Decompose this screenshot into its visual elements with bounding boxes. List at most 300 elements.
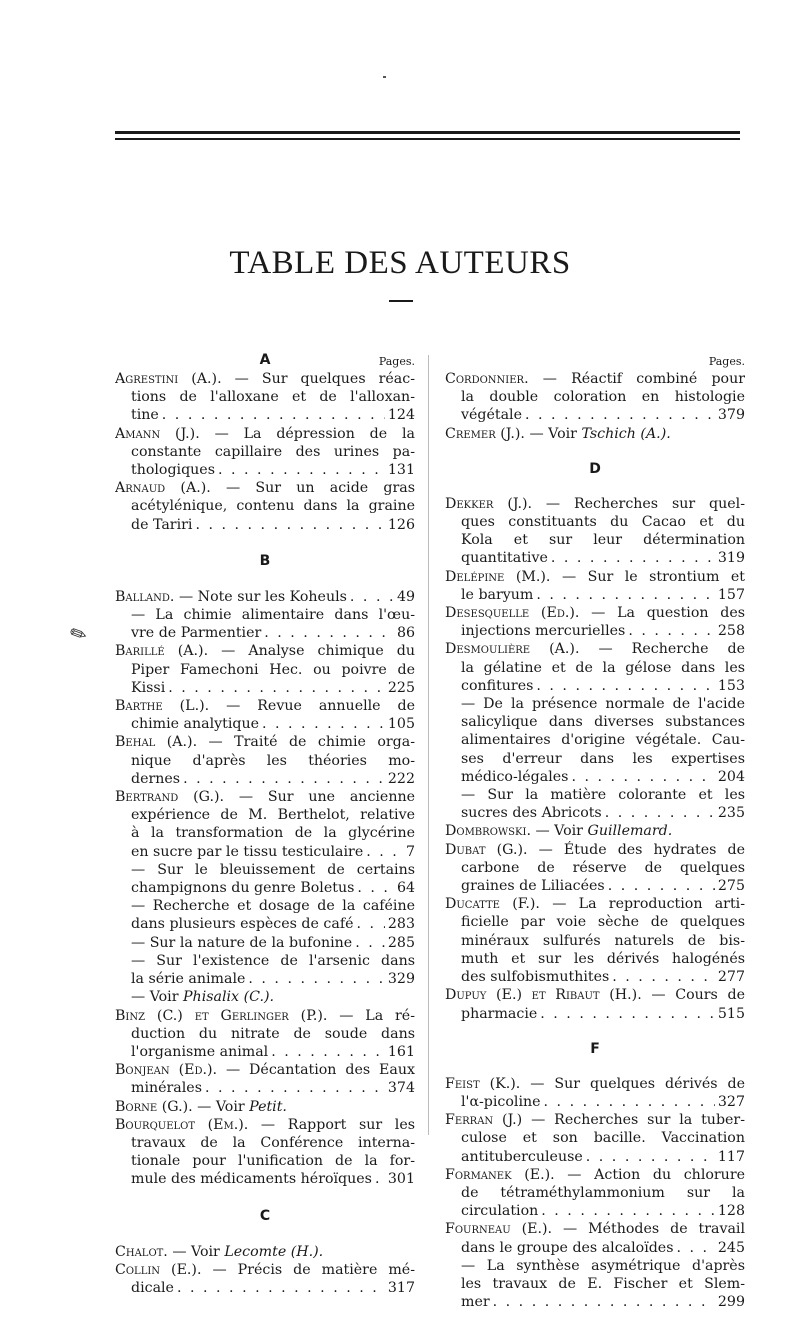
entry-text: — Note sur les Koheuls — [178, 588, 347, 605]
index-entry — [115, 1061, 415, 1097]
section-a-entries — [115, 370, 415, 534]
entry-page: 235 — [717, 805, 745, 822]
entry-text: thologiques — [131, 462, 215, 479]
index-entry — [115, 788, 415, 861]
entry-last-line — [445, 877, 745, 895]
entry-author: Barillé (A.). — [115, 643, 209, 660]
entry-last-line — [445, 1093, 745, 1111]
entry-last-line — [115, 516, 415, 534]
entry-text: Kola et sur leur détermination — [461, 532, 745, 549]
entry-text: dans le groupe des alcaloïdes — [461, 1239, 674, 1256]
index-entry — [445, 568, 745, 604]
entry-text: — Réactif combiné pour — [542, 371, 745, 387]
entry-last-line — [115, 915, 415, 933]
entry-page: 299 — [717, 1294, 745, 1311]
dot-leader — [195, 516, 384, 534]
entry-author: Balland. — [115, 588, 175, 605]
index-entry — [115, 588, 415, 606]
entry-author: Collin (E.). — [115, 1261, 202, 1278]
entry-line — [445, 1257, 745, 1275]
voir-name: Petit. — [249, 1098, 287, 1115]
entry-last-line — [445, 1239, 745, 1257]
entry-last-line — [115, 1079, 415, 1097]
section-b-entries — [115, 588, 415, 1189]
voir-initials: (C.). — [243, 989, 275, 1006]
entry-line — [115, 388, 415, 406]
entry-author: Dombrowski. — [445, 823, 531, 840]
header-rule-thick — [115, 131, 740, 134]
dot-leader — [205, 1079, 385, 1097]
entry-author: Cordonnier. — [445, 371, 529, 387]
entry-text: salicylique dans diverses substances — [461, 714, 745, 731]
entry-text: ques constituants du Cacao et du — [461, 514, 745, 531]
entry-line — [115, 1007, 415, 1025]
entry-last-line — [445, 677, 745, 695]
entry-text: quantitative — [461, 550, 548, 567]
entry-line — [445, 370, 745, 388]
entry-author: Dupuy (E.) et Ribaut (H.). — [445, 987, 642, 1004]
index-entry — [115, 425, 415, 480]
entry-line — [115, 788, 415, 806]
entry-text: — Sur quelques réac- — [234, 371, 415, 387]
entry-last-line — [445, 968, 745, 986]
dot-leader — [608, 877, 715, 895]
entry-last-line — [445, 622, 745, 640]
entry-line — [445, 568, 745, 586]
entry-line — [115, 952, 415, 970]
entry-line — [115, 425, 415, 443]
entry-author: Bourquelot (Em.). — [115, 1116, 249, 1133]
entry-page: 126 — [387, 516, 415, 533]
entry-line — [445, 950, 745, 968]
entry-line — [445, 695, 745, 713]
entry-last-line — [115, 843, 415, 861]
dot-leader — [350, 588, 394, 606]
entry-text: acétylénique, contenu dans la graine — [131, 498, 415, 515]
entry-text: muth et sur les dérivés halogénés — [461, 950, 745, 967]
index-entry — [445, 1075, 745, 1111]
entry-text: — Recherches sur quel- — [545, 495, 745, 512]
index-entry — [445, 822, 745, 840]
section-letter-d: D — [589, 460, 601, 477]
entry-last-line — [445, 1005, 745, 1023]
entry-text: — Sur une ancienne — [238, 789, 415, 806]
entry-text: — Méthodes de travail — [563, 1221, 745, 1238]
entry-text: — La synthèse asymétrique d'après — [461, 1257, 745, 1274]
entry-text: l'organisme animal — [131, 1043, 269, 1060]
entry-last-line — [445, 768, 745, 786]
entry-line — [445, 531, 745, 549]
entry-text: végétale — [461, 407, 522, 424]
entry-page: 128 — [717, 1203, 745, 1220]
entry-line — [445, 913, 745, 931]
index-entry — [115, 606, 415, 642]
entry-line — [115, 1243, 415, 1261]
section-c-entries — [115, 1243, 415, 1298]
entry-page: 329 — [387, 971, 415, 988]
entry-page: 515 — [717, 1005, 745, 1022]
entry-text: la gélatine et de la gélose dans les — [461, 659, 745, 676]
entry-text: champignons du genre Boletus — [131, 880, 355, 897]
voir-prefix: — Voir — [529, 425, 582, 442]
entry-text: vre de Parmentier — [131, 625, 262, 642]
entry-last-line — [445, 1293, 745, 1311]
entry-text: la série animale — [131, 971, 246, 988]
entry-page: 64 — [396, 880, 415, 897]
entry-last-line — [445, 804, 745, 822]
dot-leader — [586, 1148, 715, 1166]
dot-leader — [536, 677, 715, 695]
entry-author: Dubat (G.). — [445, 841, 528, 858]
entry-text: alimentaires d'origine végétale. Cau- — [461, 732, 745, 749]
index-entry — [445, 1111, 745, 1166]
entry-text: de Tariri — [131, 516, 193, 533]
entry-line — [115, 443, 415, 461]
entry-last-line — [445, 549, 745, 567]
index-entry — [115, 1243, 415, 1261]
index-entry — [445, 1257, 745, 1312]
index-entry — [445, 786, 745, 822]
entry-text: Kissi — [131, 679, 166, 696]
index-entry — [115, 642, 415, 697]
entry-text: — La dépression de la — [214, 425, 415, 442]
entry-author: Amann (J.). — [115, 425, 200, 442]
index-entry — [115, 952, 415, 988]
entry-page: 117 — [717, 1148, 745, 1165]
entry-author: Ducatte (F.). — [445, 896, 540, 913]
entry-line — [445, 786, 745, 804]
entry-last-line — [115, 461, 415, 479]
entry-text: antituberculeuse — [461, 1148, 583, 1165]
entry-line — [445, 932, 745, 950]
entry-last-line — [445, 406, 745, 424]
entry-text: — Recherche de — [598, 641, 745, 658]
index-entry — [115, 733, 415, 788]
entry-page: 86 — [396, 625, 415, 642]
entry-text: médico-légales — [461, 768, 569, 785]
entry-text: ses d'erreur dans les expertises — [461, 750, 745, 767]
entry-page: 157 — [717, 586, 745, 603]
entry-page: 285 — [387, 934, 415, 951]
entry-last-line — [115, 1170, 415, 1188]
entry-author: Delépine (M.). — [445, 568, 551, 585]
entry-author: Barthe (L.). — [115, 698, 210, 715]
entry-text: dernes — [131, 770, 181, 787]
voir-prefix: — Voir — [131, 989, 184, 1006]
entry-page: 7 — [405, 843, 415, 860]
voir-initials: (H.). — [290, 1243, 324, 1260]
entry-text: des sulfobismuthites — [461, 969, 610, 986]
entry-author: Bertrand (G.). — [115, 789, 225, 806]
entry-page: 124 — [387, 407, 415, 424]
index-entry — [445, 695, 745, 786]
entry-text: — La chimie alimentaire dans l'œu- — [131, 607, 415, 624]
entry-text: pharmacie — [461, 1005, 538, 1022]
entry-line — [115, 806, 415, 824]
entry-text: — Rapport sur les — [260, 1116, 415, 1133]
dot-leader — [248, 970, 385, 988]
entry-text: injections mercurielles — [461, 623, 626, 640]
entry-line — [115, 1152, 415, 1170]
entry-line — [115, 606, 415, 624]
index-entry — [115, 1007, 415, 1062]
dot-leader — [357, 879, 394, 897]
entry-text: expérience de M. Berthelot, relative — [131, 807, 415, 824]
entry-author: Arnaud (A.). — [115, 480, 211, 497]
voir-prefix: — Voir — [197, 1098, 250, 1115]
entry-line — [445, 859, 745, 877]
section-c-continued-entries — [445, 370, 745, 443]
dot-leader — [162, 406, 385, 424]
index-entry — [445, 640, 745, 695]
dot-leader — [525, 406, 715, 424]
dot-leader — [366, 843, 403, 861]
entry-line — [445, 750, 745, 768]
entry-text: — Étude des hydrates de — [538, 841, 745, 858]
entry-line — [445, 1275, 745, 1293]
entry-text: — De la présence normale de l'acide — [461, 696, 745, 713]
entry-line — [445, 513, 745, 531]
entry-page: 153 — [717, 677, 745, 694]
entry-text: la double coloration en histologie — [461, 389, 745, 406]
dot-leader — [218, 461, 385, 479]
index-entry — [115, 1098, 415, 1116]
entry-last-line — [115, 624, 415, 642]
entry-text: l'α-picoline — [461, 1093, 541, 1110]
entry-text: — La question des — [591, 605, 745, 622]
page-title: TABLE DES AUTEURS — [229, 245, 571, 281]
entry-text: de tétraméthylammonium sur la — [461, 1184, 745, 1201]
section-letter-f: F — [590, 1040, 600, 1057]
entry-line — [115, 642, 415, 660]
entry-text: sucres des Abricots — [461, 805, 602, 822]
entry-line — [445, 1220, 745, 1238]
entry-line — [115, 1025, 415, 1043]
header-rule-thin — [115, 138, 740, 140]
entry-author: Desesquelle (Ed.). — [445, 605, 580, 622]
entry-page: 49 — [396, 588, 415, 605]
entry-line — [115, 1098, 415, 1116]
entry-text: — Analyse chimique du — [221, 643, 415, 660]
entry-page: 131 — [387, 462, 415, 479]
entry-page: 301 — [387, 1171, 415, 1188]
index-entry — [115, 897, 415, 933]
dot-leader — [183, 770, 385, 788]
entry-page: 319 — [717, 550, 745, 567]
entry-last-line — [445, 1148, 745, 1166]
entry-line — [445, 495, 745, 513]
entry-text: carbone de réserve de quelques — [461, 859, 745, 876]
dot-leader — [271, 1043, 385, 1061]
entry-text: — La reproduction arti- — [552, 896, 745, 913]
dot-leader — [356, 915, 384, 933]
entry-line — [445, 1166, 745, 1184]
entry-page: 275 — [717, 878, 745, 895]
entry-page: 379 — [717, 407, 745, 424]
entry-text: — Sur l'existence de l'arsenic dans — [131, 952, 415, 969]
entry-page: 277 — [717, 969, 745, 986]
entry-line — [445, 1075, 745, 1093]
entry-text: graines de Liliacées — [461, 878, 605, 895]
entry-text: — Recherche et dosage de la caféine — [131, 898, 415, 915]
entry-text: — Sur quelques dérivés de — [530, 1075, 745, 1092]
entry-author: Behal (A.). — [115, 734, 198, 751]
index-entry — [115, 1261, 415, 1297]
column-divider — [428, 355, 429, 1135]
entry-text: tionale pour l'unification de la for- — [131, 1153, 415, 1170]
dot-leader — [544, 1093, 715, 1111]
entry-last-line — [445, 586, 745, 604]
entry-text: minérales — [131, 1080, 202, 1097]
entry-line — [445, 640, 745, 658]
entry-text: circulation — [461, 1203, 539, 1220]
section-f-entries — [445, 1075, 745, 1312]
entry-text: — Sur la nature de la bufonine — [131, 934, 353, 951]
entry-line — [115, 988, 415, 1006]
index-entry — [445, 604, 745, 640]
entry-text: — Action du chlorure — [567, 1166, 745, 1183]
entry-line — [115, 1116, 415, 1134]
entry-text: les travaux de E. Fischer et Slem- — [461, 1275, 745, 1292]
entry-line — [115, 824, 415, 842]
right-column — [445, 350, 745, 1311]
entry-text: nique d'après les théories mo- — [131, 752, 415, 769]
dot-leader — [375, 1170, 385, 1188]
entry-line — [115, 370, 415, 388]
index-entry — [115, 988, 415, 1006]
entry-page: 374 — [387, 1080, 415, 1097]
entry-author: Cremer (J.). — [445, 425, 525, 442]
entry-author: Binz (C.) et Gerlinger (P.). — [115, 1007, 328, 1024]
pages-label: Pages. — [378, 355, 415, 368]
entry-page: 222 — [387, 770, 415, 787]
entry-line — [115, 752, 415, 770]
entry-author: Formanek (E.). — [445, 1166, 555, 1183]
entry-text: — Revue annuelle de — [226, 698, 415, 715]
entry-line — [445, 1111, 745, 1129]
entry-line — [115, 661, 415, 679]
entry-text: à la transformation de la glycérine — [131, 825, 415, 842]
entry-last-line — [115, 934, 415, 952]
entry-line — [445, 986, 745, 1004]
dot-leader — [612, 968, 715, 986]
entry-author: Desmoulière (A.). — [445, 641, 580, 658]
entry-text: — La ré- — [339, 1007, 415, 1024]
dot-leader — [605, 804, 715, 822]
entry-text: — Sur un acide gras — [225, 480, 415, 497]
entry-line — [445, 822, 745, 840]
entry-text: — Précis de matière mé- — [212, 1261, 415, 1278]
voir-name: Phisalix — [183, 989, 240, 1006]
entry-author: Bonjean (Ed.). — [115, 1062, 218, 1079]
entry-text: ficielle par voie sèche de quelques — [461, 914, 745, 931]
entry-last-line — [115, 715, 415, 733]
index-entry — [115, 479, 415, 534]
entry-line — [115, 1061, 415, 1079]
entry-last-line — [115, 679, 415, 697]
voir-name: Tschich — [581, 425, 636, 442]
top-mark — [383, 76, 386, 78]
dot-leader — [177, 1279, 385, 1297]
pages-label-right: Pages. — [708, 355, 745, 368]
entry-author: Feist (K.). — [445, 1075, 521, 1092]
index-entry — [445, 1220, 745, 1256]
entry-line — [445, 425, 745, 443]
entry-page: 225 — [387, 679, 415, 696]
voir-name: Guillemard. — [587, 823, 673, 840]
entry-author: Ferran (J.) — [445, 1112, 523, 1129]
entry-author: Dekker (J.). — [445, 495, 533, 512]
dot-leader — [551, 549, 715, 567]
entry-line — [115, 697, 415, 715]
entry-author: Borne (G.). — [115, 1098, 193, 1115]
dot-leader — [541, 1202, 715, 1220]
entry-last-line — [115, 879, 415, 897]
section-letter-c: C — [259, 1207, 271, 1224]
left-column — [115, 350, 415, 1297]
entry-line — [445, 731, 745, 749]
entry-text: confitures — [461, 677, 534, 694]
entry-text: — Cours de — [651, 987, 745, 1004]
entry-line — [445, 659, 745, 677]
entry-text: duction du nitrate de soude dans — [131, 1025, 415, 1042]
voir-name: Lecomte — [224, 1243, 287, 1260]
margin-annotation: ✎ — [65, 619, 92, 649]
dot-leader — [262, 715, 385, 733]
index-entry — [445, 370, 745, 425]
entry-text: chimie analytique — [131, 716, 259, 733]
voir-initials: (A.). — [640, 425, 671, 442]
index-entry — [445, 425, 745, 443]
entry-last-line — [115, 588, 415, 606]
entry-text: — Sur le bleuissement de certains — [131, 861, 415, 878]
entry-last-line — [115, 970, 415, 988]
entry-author: Fourneau (E.). — [445, 1221, 553, 1238]
entry-last-line — [445, 1202, 745, 1220]
entry-line — [445, 1129, 745, 1147]
entry-line — [115, 497, 415, 515]
entry-text: constante capillaire des urines pa- — [131, 443, 415, 460]
entry-page: 245 — [717, 1239, 745, 1256]
dot-leader — [536, 586, 715, 604]
index-entry — [115, 697, 415, 733]
index-entry — [445, 495, 745, 568]
voir-prefix: — Voir — [172, 1243, 225, 1260]
entry-text: — Décantation des Eaux — [225, 1062, 415, 1079]
entry-line — [115, 479, 415, 497]
section-letter-b: B — [259, 552, 271, 569]
index-entry — [115, 934, 415, 952]
entry-page: 204 — [717, 768, 745, 785]
entry-author: Chalot. — [115, 1243, 168, 1260]
dot-leader — [571, 768, 714, 786]
entry-text: tine — [131, 407, 159, 424]
entry-text: en sucre par le tissu testiculaire — [131, 843, 364, 860]
entry-page: 327 — [717, 1093, 745, 1110]
index-entry — [115, 861, 415, 897]
dot-leader — [264, 624, 394, 642]
entry-line — [115, 861, 415, 879]
entry-page: 105 — [387, 716, 415, 733]
entry-line — [445, 895, 745, 913]
section-letter-a: A — [259, 352, 271, 368]
entry-text: — Sur le strontium et — [561, 568, 745, 585]
entry-line — [115, 1261, 415, 1279]
index-entry — [115, 1116, 415, 1189]
entry-line — [445, 841, 745, 859]
index-entry — [445, 841, 745, 896]
entry-text: le baryum — [461, 586, 534, 603]
